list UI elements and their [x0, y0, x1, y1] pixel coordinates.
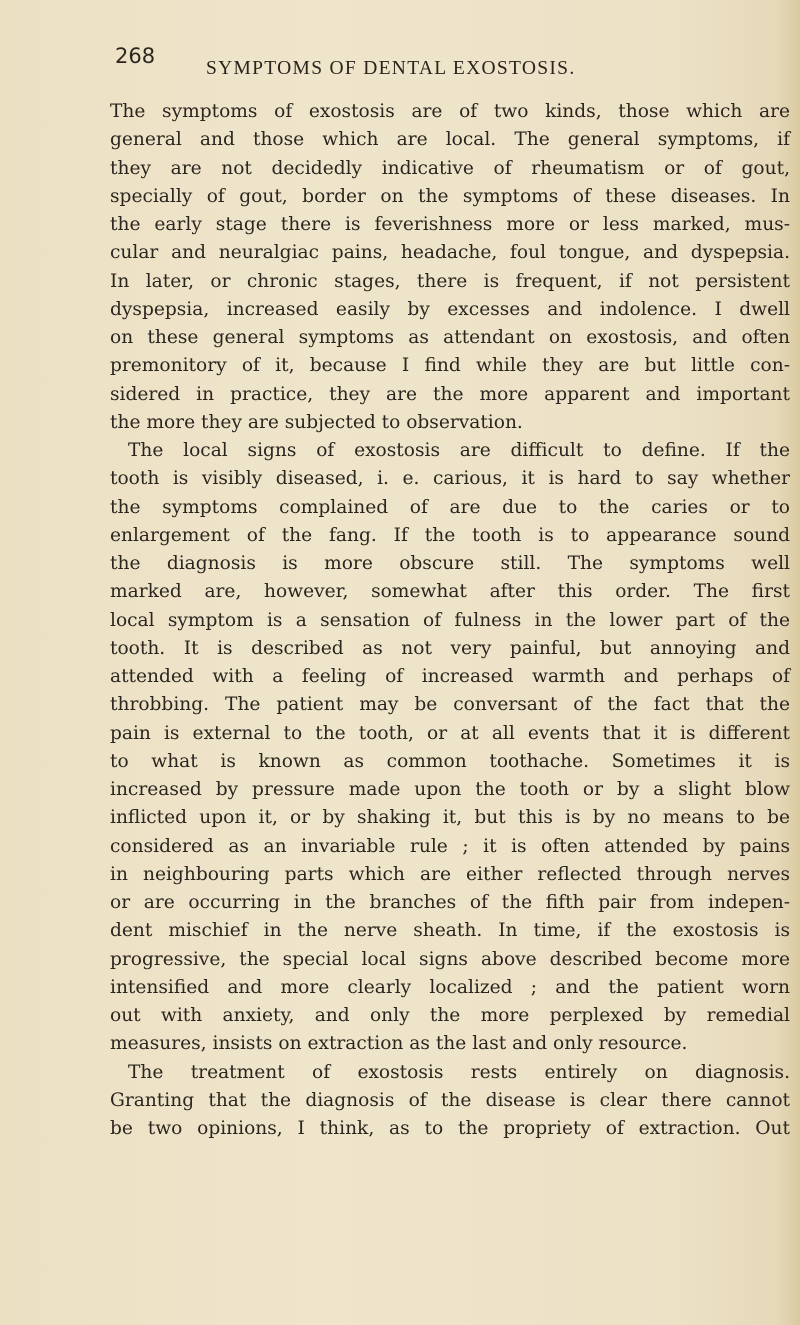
body-text: [110, 98, 790, 1143]
text-line: attended with a feeling of increased warmth and perhaps of: [110, 666, 790, 687]
text-line: out with anxiety, and only the more perplexed by remedial: [110, 1005, 790, 1026]
text-line: specially of gout, border on the symptoms of these diseases. In: [110, 185, 790, 207]
text-line: The symptoms of exostosis are of two kinds, those which are: [110, 101, 790, 122]
text-line: premonitory of it, because I find while they are but little con-: [110, 355, 790, 377]
text-line: be two opinions, I think, as to the propriety of extraction. Out: [110, 1118, 790, 1139]
text-line: dyspepsia, increased easily by excesses and indolence. I dwell: [110, 298, 790, 320]
text-line: tooth is visibly diseased, i. e. carious, it is hard to say whether: [110, 468, 790, 490]
running-head: SYMPTOMS OF DENTAL EXOSTOSIS.: [206, 58, 576, 79]
text-line: local symptom is a sensation of fulness in the lower part of the: [110, 609, 790, 631]
text-line: dent mischief in the nerve sheath. In time, if the exostosis is: [110, 920, 790, 942]
text-line: the early stage there is feverishness more or less marked, mus-: [110, 214, 790, 235]
text-line: intensified and more clearly localized ; and the patient worn: [110, 976, 790, 998]
page-number: 268: [115, 44, 156, 68]
text-line: progressive, the special local signs above described become more: [110, 948, 790, 970]
text-line: measures, insists on extraction as the last and only resource.: [110, 1033, 688, 1055]
text-line: they are not decidedly indicative of rheumatism or of gout,: [110, 157, 790, 179]
text-line: the diagnosis is more obscure still. The symptoms well: [110, 553, 790, 574]
text-line: marked are, however, somewhat after this order. The first: [110, 581, 790, 603]
text-line: to what is known as common toothache. Sometimes it is: [110, 750, 790, 772]
text-line: inflicted upon it, or by shaking it, but this is by no means to be: [110, 807, 790, 829]
text-line: on these general symptoms as attendant on exostosis, and often: [110, 327, 790, 348]
text-line: The local signs of exostosis are difficult to define. If the: [128, 440, 790, 461]
text-line: The treatment of exostosis rests entirely on diagnosis.: [128, 1061, 790, 1083]
text-line: enlargement of the fang. If the tooth is to appearance sound: [110, 524, 790, 546]
text-line: Granting that the diagnosis of the disease is clear there cannot: [110, 1089, 790, 1111]
text-line: cular and neuralgiac pains, headache, foul tongue, and dyspepsia.: [110, 242, 790, 264]
text-line: or are occurring in the branches of the fifth pair from indepen-: [110, 892, 790, 913]
text-line: in neighbouring parts which are either reflected through nerves: [110, 863, 790, 885]
text-line: considered as an invariable rule ; it is often attended by pains: [110, 835, 790, 857]
text-line: In later, or chronic stages, there is frequent, if not persistent: [110, 270, 790, 292]
text-line: increased by pressure made upon the tooth or by a slight blow: [110, 779, 790, 800]
text-line: throbbing. The patient may be conversant of the fact that the: [110, 694, 790, 716]
text-line: general and those which are local. The general symptoms, if: [110, 129, 790, 151]
text-line: pain is external to the tooth, or at all events that it is different: [110, 722, 790, 744]
text-line: the more they are subjected to observation.: [110, 411, 523, 433]
page-header: [0, 44, 800, 84]
text-line: tooth. It is described as not very painful, but annoying and: [110, 637, 790, 659]
text-line: sidered in practice, they are the more apparent and important: [110, 383, 790, 405]
text-line: the symptoms complained of are due to the caries or to: [110, 496, 790, 518]
